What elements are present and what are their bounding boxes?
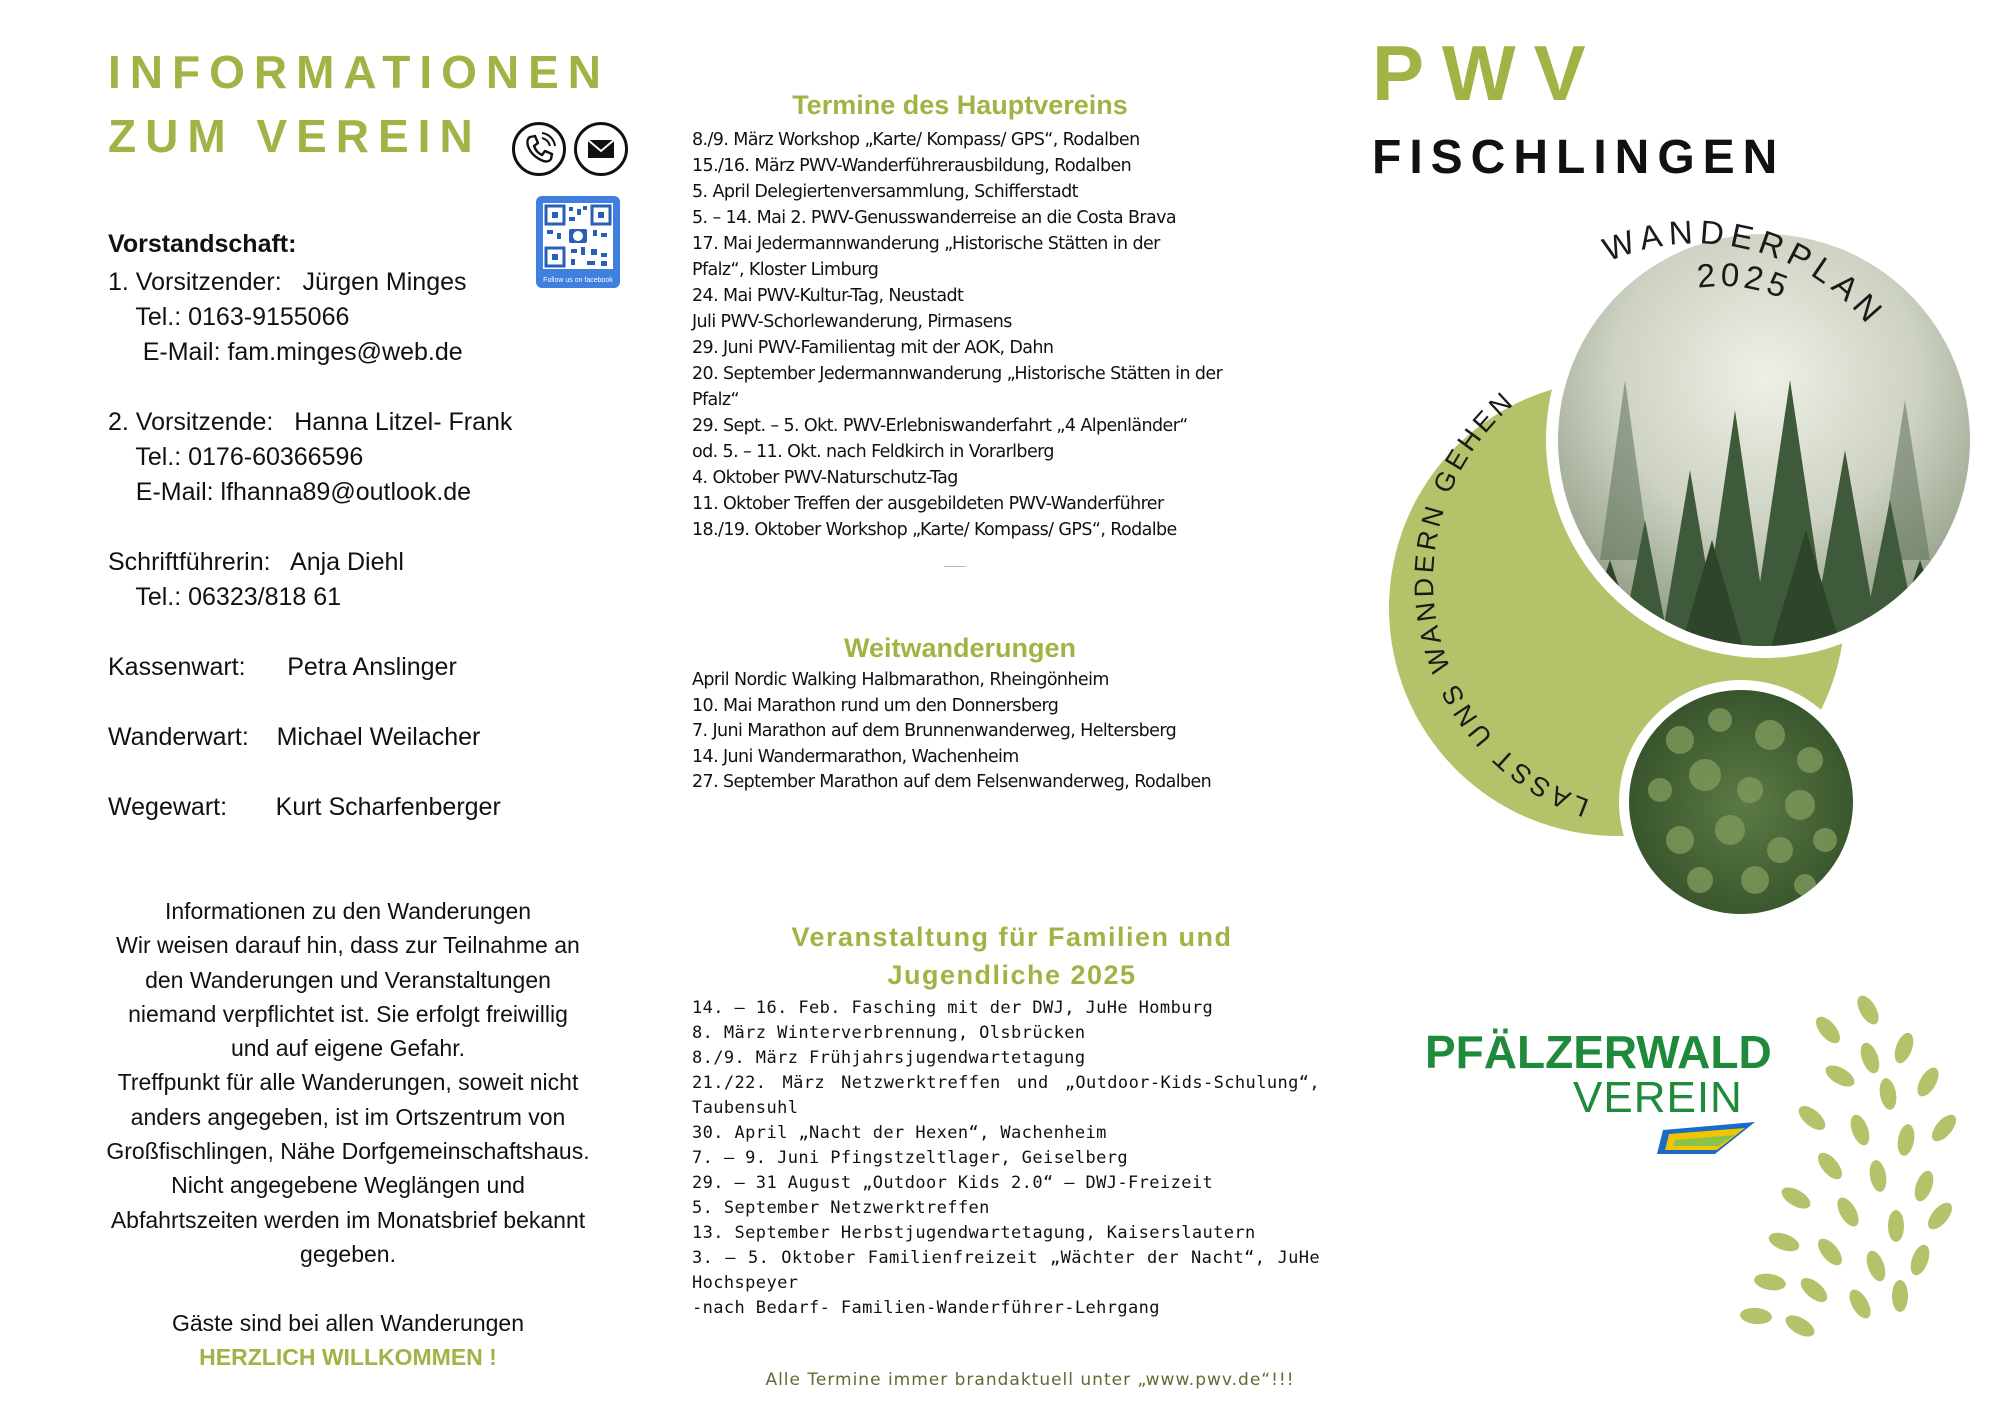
info-line: anders angegeben, ist im Ortszentrum von — [130, 1103, 566, 1130]
board-line: Tel.: 0163-9155066 — [108, 303, 350, 331]
long-hikes-title: Weitwanderungen — [843, 633, 1077, 663]
list-item: 8. März Winterverbrennung, Olsbrücken — [692, 1023, 1086, 1043]
info-line: gegeben. — [300, 1240, 396, 1267]
list-item: 7. Juni Marathon auf dem Brunnenwanderweg, Heltersberg — [692, 721, 1177, 742]
divider — [944, 566, 966, 567]
list-item: 10. Mai Marathon rund um den Donnersberg — [692, 695, 1059, 716]
leaf-shape — [1924, 1199, 1957, 1234]
board-line: 1. Vorsitzender: Jürgen Minges — [108, 268, 467, 296]
family-events-title — [692, 918, 1332, 994]
list-item: 5. – 14. Mai 2. PWV-Genusswanderreise an die Costa Brava — [692, 208, 1177, 228]
list-item: Taubensuhl — [692, 1098, 799, 1118]
facebook-qr-code[interactable] — [536, 196, 620, 288]
board-line: Schriftführerin: Anja Diehl — [108, 548, 404, 576]
year-text: 2025 — [1695, 255, 1797, 307]
leaf-shape — [1863, 1248, 1889, 1284]
hiking-info-block — [70, 894, 626, 1374]
hiking-info-text — [70, 894, 626, 1340]
logo-line2: VEREIN — [1573, 1073, 1743, 1122]
leaf-shape — [1845, 1286, 1875, 1322]
leaf-shape — [1895, 1123, 1916, 1157]
leaf-shape — [1888, 1210, 1904, 1242]
list-item: Hochspeyer — [692, 1273, 799, 1293]
list-item: 8./9. März Workshop „Karte/ Kompass/ GPS“, Rodalben — [692, 130, 1140, 150]
wanderplan-graphic — [1360, 210, 2000, 930]
leaf-shape — [1814, 1235, 1847, 1270]
board-line: E-Mail: lfhanna89@outlook.de — [108, 478, 472, 506]
main-events-title: Termine des Hauptvereins — [792, 90, 1128, 120]
board-line: Wanderwart: Michael Weilacher — [108, 723, 481, 751]
list-item: 14. – 16. Feb. Fasching mit der DWJ, JuHe Homburg — [692, 998, 1214, 1018]
leaf-shape — [1795, 1102, 1830, 1135]
list-item: 5. September Netzwerktreffen — [692, 1198, 990, 1218]
list-item: 7. – 9. Juni Pfingstzeltlager, Geiselberg — [692, 1148, 1129, 1168]
main-events-list — [692, 127, 1232, 543]
family-events-list — [692, 996, 1320, 1321]
fischlingen-title: FISCHLINGEN — [1372, 131, 1786, 184]
board-line: Tel.: 06323/818 61 — [108, 583, 342, 611]
board-line: E-Mail: fam.minges@web.de — [108, 338, 463, 366]
leaf-shape — [1891, 1030, 1917, 1066]
welcome-text: HERZLICH WILLKOMMEN ! — [199, 1343, 497, 1370]
list-item: April Nordic Walking Halbmarathon, Rheingönheim — [692, 670, 1109, 690]
leaf-shape — [1753, 1271, 1787, 1292]
info-title-line1: INFORMATIONEN — [108, 46, 611, 98]
leaf-shape — [1877, 1077, 1898, 1111]
vorstand-heading: Vorstandschaft: — [108, 230, 297, 258]
board-line: 2. Vorsitzende: Hanna Litzel- Frank — [108, 408, 513, 436]
leaf-shape — [1833, 1194, 1863, 1230]
list-item: 29. Sept. – 5. Okt. PWV-Erlebniswanderfahrt „4 Alpenländer“ — [692, 416, 1188, 436]
list-item: 13. September Herbstjugendwartetagung, Kaiserslautern — [692, 1223, 1256, 1243]
list-item: 17. Mai Jedermannwanderung „Historische Stätten in der — [692, 234, 1160, 254]
list-item: 29. – 31 August „Outdoor Kids 2.0“ – DWJ-Freizeit — [692, 1173, 1214, 1193]
info-line: Treffpunkt für alle Wanderungen, soweit nicht — [117, 1069, 579, 1096]
pwv-title: PWV — [1372, 29, 1604, 117]
list-item: od. 5. – 11. Okt. nach Feldkirch in Vorarlberg — [692, 442, 1054, 462]
leaf-shape — [1739, 1307, 1772, 1326]
leaf-shape — [1928, 1111, 1961, 1146]
leaf-shape — [1822, 1061, 1858, 1091]
list-item: 15./16. März PWV-Wanderführerausbildung, Rodalben — [692, 156, 1132, 176]
info-line — [70, 1271, 626, 1305]
leaf-shape — [1812, 1013, 1845, 1048]
leaf-shape — [1814, 1149, 1847, 1184]
board-list — [108, 265, 512, 825]
list-item: 20. September Jedermannwanderung „Historische Stätten in der — [692, 364, 1223, 384]
slogan-text: LASST UNS WANDERN GEHEN — [1408, 384, 1593, 823]
leaf-shape — [1911, 1168, 1937, 1204]
list-item: 29. Juni PWV-Familientag mit der AOK, Dahn — [692, 338, 1054, 358]
list-item: 14. Juni Wandermarathon, Wachenheim — [692, 746, 1019, 767]
leaf-shape — [1913, 1064, 1943, 1100]
info-line: niemand verpflichtet ist. Sie erfolgt freiwillig — [128, 1000, 568, 1027]
leaf-shape — [1853, 992, 1883, 1028]
list-item: 21./22. März Netzwerktreffen und „Outdoor-Kids-Schulung“, — [692, 1073, 1320, 1093]
info-title-line2: ZUM VEREIN — [108, 110, 482, 162]
mail-icon[interactable] — [574, 122, 628, 176]
leaf-shape — [1778, 1183, 1814, 1213]
list-item: 18./19. Oktober Workshop „Karte/ Kompass/ GPS“, Rodalbe — [692, 520, 1177, 540]
wanderplan-text: WANDERPLAN — [1597, 212, 1894, 334]
board-line — [108, 755, 512, 790]
list-item: 3. – 5. Oktober Familienfreizeit „Wächter der Nacht“, JuHe — [692, 1248, 1320, 1268]
list-item: 24. Mai PWV-Kultur-Tag, Neustadt — [692, 286, 964, 306]
list-item: Pfalz“, Kloster Limburg — [692, 260, 879, 280]
list-item: 27. September Marathon auf dem Felsenwanderweg, Rodalben — [692, 772, 1212, 793]
family-events-title-line1: Veranstaltung für Familien und — [791, 922, 1233, 952]
leaf-shape — [1867, 1159, 1888, 1193]
leaf-shape — [1892, 1280, 1908, 1312]
board-line: Kassenwart: Petra Anslinger — [108, 653, 457, 681]
leaf-decoration — [1700, 990, 1970, 1340]
list-item: 4. Oktober PWV-Naturschutz-Tag — [692, 468, 958, 488]
board-line: Tel.: 0176-60366596 — [108, 443, 364, 471]
family-events-title-line2: Jugendliche 2025 — [887, 960, 1137, 990]
logo-line1: PFÄLZERWALD — [1425, 1026, 1772, 1078]
leaf-shape — [1907, 1242, 1933, 1278]
phone-icon[interactable] — [512, 122, 566, 176]
long-hikes-list — [692, 668, 1211, 796]
board-line — [108, 510, 512, 545]
info-line: Informationen zu den Wanderungen — [164, 898, 532, 924]
qr-pattern-icon — [543, 203, 613, 269]
info-line: Abfahrtszeiten werden im Monatsbrief bekannt — [110, 1206, 586, 1233]
list-item: Juli PWV-Schorlewanderung, Pirmasens — [692, 312, 1012, 332]
leaf-shape — [1782, 1311, 1818, 1340]
leaf-shape — [1847, 1112, 1873, 1148]
board-line — [108, 685, 512, 720]
leaf-shape — [1766, 1229, 1802, 1255]
list-item: 30. April „Nacht der Hexen“, Wachenheim — [692, 1123, 1107, 1143]
leaf-shape — [1857, 1040, 1883, 1076]
qr-caption: Follow us on facebook — [543, 277, 613, 284]
footer-note: Alle Termine immer brandaktuell unter „www.pwv.de“!!! — [765, 1370, 1295, 1390]
info-line: den Wanderungen und Veranstaltungen — [145, 966, 551, 993]
board-line: Wegewart: Kurt Scharfenberger — [108, 793, 501, 821]
leaf-shape — [1797, 1274, 1832, 1307]
list-item: 8./9. März Frühjahrsjugendwartetagung — [692, 1048, 1086, 1068]
list-item: 5. April Delegiertenversammlung, Schifferstadt — [692, 182, 1078, 202]
board-line — [108, 615, 512, 650]
list-item: 11. Oktober Treffen der ausgebildeten PWV-Wanderführer — [692, 494, 1164, 514]
list-item: Pfalz“ — [692, 390, 739, 410]
info-line: Gäste sind bei allen Wanderungen — [171, 1309, 525, 1336]
info-line: Wir weisen darauf hin, dass zur Teilnahme an — [116, 932, 580, 959]
info-line: Nicht angegebene Weglängen und — [171, 1172, 525, 1199]
list-item: -nach Bedarf- Familien-Wanderführer-Lehrgang — [692, 1298, 1160, 1318]
info-line: Großfischlingen, Nähe Dorfgemeinschaftshaus. — [106, 1138, 590, 1165]
board-line — [108, 370, 512, 405]
info-line: und auf eigene Gefahr. — [230, 1035, 466, 1062]
